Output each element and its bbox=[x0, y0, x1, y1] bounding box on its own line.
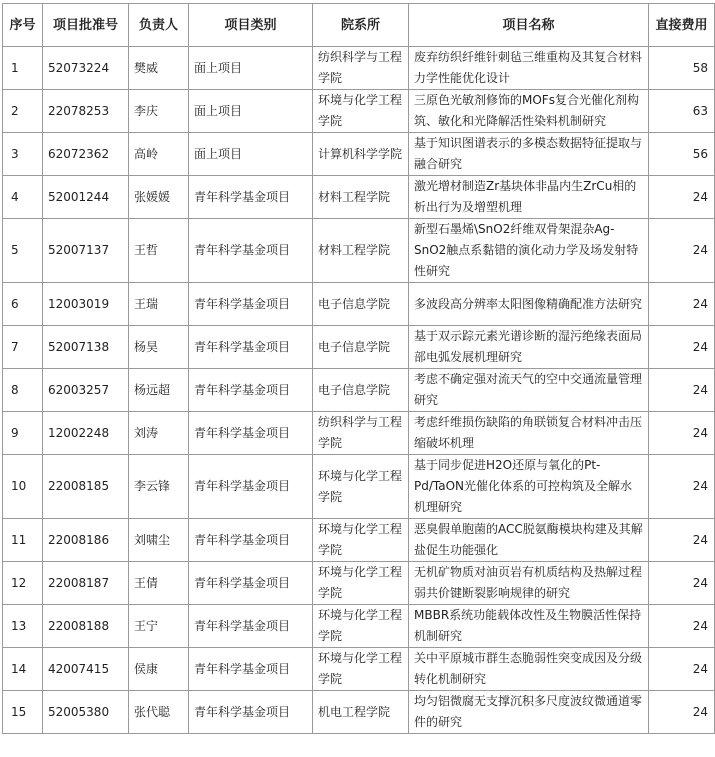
header-approval-number: 项目批准号 bbox=[43, 4, 129, 47]
header-row bbox=[3, 4, 715, 47]
cell-seq: 3 bbox=[3, 133, 43, 176]
cell-direct-cost: 24 bbox=[649, 648, 715, 691]
cell-project-name: 基于同步促进H2O还原与氧化的Pt-Pd/TaON光催化体系的可控构筑及全解水机理研究 bbox=[409, 455, 649, 519]
cell-approval-number: 42007415 bbox=[43, 648, 129, 691]
cell-department: 环境与化学工程学院 bbox=[313, 90, 409, 133]
cell-leader: 侯康 bbox=[129, 648, 189, 691]
table-row bbox=[3, 369, 715, 412]
cell-approval-number: 52073224 bbox=[43, 47, 129, 90]
cell-seq: 12 bbox=[3, 562, 43, 605]
table-row bbox=[3, 90, 715, 133]
cell-leader: 李庆 bbox=[129, 90, 189, 133]
cell-department: 机电工程学院 bbox=[313, 691, 409, 734]
cell-department: 材料工程学院 bbox=[313, 219, 409, 283]
cell-category: 面上项目 bbox=[189, 90, 313, 133]
cell-project-name: MBBR系统功能载体改性及生物膜活性保持机制研究 bbox=[409, 605, 649, 648]
cell-category: 青年科学基金项目 bbox=[189, 519, 313, 562]
table-row bbox=[3, 412, 715, 455]
cell-approval-number: 22008188 bbox=[43, 605, 129, 648]
cell-seq: 14 bbox=[3, 648, 43, 691]
table-row bbox=[3, 562, 715, 605]
cell-approval-number: 12003019 bbox=[43, 283, 129, 326]
cell-department: 环境与化学工程学院 bbox=[313, 455, 409, 519]
cell-direct-cost: 58 bbox=[649, 47, 715, 90]
cell-approval-number: 22078253 bbox=[43, 90, 129, 133]
header-department: 院系所 bbox=[313, 4, 409, 47]
cell-seq: 11 bbox=[3, 519, 43, 562]
cell-direct-cost: 24 bbox=[649, 519, 715, 562]
cell-category: 青年科学基金项目 bbox=[189, 369, 313, 412]
cell-category: 青年科学基金项目 bbox=[189, 412, 313, 455]
cell-category: 青年科学基金项目 bbox=[189, 605, 313, 648]
cell-project-name: 多波段高分辨率太阳图像精确配准方法研究 bbox=[409, 283, 649, 326]
cell-approval-number: 22008186 bbox=[43, 519, 129, 562]
cell-leader: 王瑞 bbox=[129, 283, 189, 326]
cell-seq: 10 bbox=[3, 455, 43, 519]
cell-seq: 6 bbox=[3, 283, 43, 326]
cell-seq: 7 bbox=[3, 326, 43, 369]
cell-department: 电子信息学院 bbox=[313, 369, 409, 412]
cell-department: 纺织科学与工程学院 bbox=[313, 412, 409, 455]
table-row bbox=[3, 648, 715, 691]
table-row bbox=[3, 176, 715, 219]
project-table bbox=[2, 3, 715, 734]
cell-category: 面上项目 bbox=[189, 47, 313, 90]
cell-department: 环境与化学工程学院 bbox=[313, 648, 409, 691]
cell-leader: 王倩 bbox=[129, 562, 189, 605]
cell-department: 纺织科学与工程学院 bbox=[313, 47, 409, 90]
cell-seq: 4 bbox=[3, 176, 43, 219]
cell-leader: 王哲 bbox=[129, 219, 189, 283]
header-category: 项目类别 bbox=[189, 4, 313, 47]
cell-direct-cost: 24 bbox=[649, 562, 715, 605]
cell-project-name: 恶臭假单胞菌的ACC脱氨酶模块构建及其解盐促生功能强化 bbox=[409, 519, 649, 562]
cell-department: 环境与化学工程学院 bbox=[313, 519, 409, 562]
cell-project-name: 三原色光敏剂修饰的MOFs复合光催化剂构筑、敏化和光降解活性染料机制研究 bbox=[409, 90, 649, 133]
cell-direct-cost: 24 bbox=[649, 369, 715, 412]
cell-category: 青年科学基金项目 bbox=[189, 283, 313, 326]
cell-department: 材料工程学院 bbox=[313, 176, 409, 219]
table-row bbox=[3, 219, 715, 283]
cell-seq: 13 bbox=[3, 605, 43, 648]
cell-project-name: 无机矿物质对油页岩有机质结构及热解过程弱共价键断裂影响规律的研究 bbox=[409, 562, 649, 605]
cell-department: 电子信息学院 bbox=[313, 283, 409, 326]
cell-approval-number: 52005380 bbox=[43, 691, 129, 734]
cell-direct-cost: 63 bbox=[649, 90, 715, 133]
cell-project-name: 关中平原城市群生态脆弱性突变成因及分级转化机制研究 bbox=[409, 648, 649, 691]
cell-direct-cost: 24 bbox=[649, 455, 715, 519]
cell-project-name: 激光增材制造Zr基块体非晶内生ZrCu相的析出行为及增塑机理 bbox=[409, 176, 649, 219]
cell-leader: 刘涛 bbox=[129, 412, 189, 455]
header-project-name: 项目名称 bbox=[409, 4, 649, 47]
cell-leader: 刘啸尘 bbox=[129, 519, 189, 562]
cell-approval-number: 52007138 bbox=[43, 326, 129, 369]
cell-approval-number: 62003257 bbox=[43, 369, 129, 412]
table-body bbox=[3, 47, 715, 734]
cell-approval-number: 22008185 bbox=[43, 455, 129, 519]
cell-direct-cost: 24 bbox=[649, 691, 715, 734]
cell-category: 青年科学基金项目 bbox=[189, 326, 313, 369]
cell-department: 环境与化学工程学院 bbox=[313, 562, 409, 605]
cell-direct-cost: 24 bbox=[649, 176, 715, 219]
cell-approval-number: 52001244 bbox=[43, 176, 129, 219]
cell-category: 青年科学基金项目 bbox=[189, 219, 313, 283]
cell-seq: 8 bbox=[3, 369, 43, 412]
cell-department: 环境与化学工程学院 bbox=[313, 605, 409, 648]
cell-category: 青年科学基金项目 bbox=[189, 648, 313, 691]
cell-leader: 杨昊 bbox=[129, 326, 189, 369]
cell-category: 青年科学基金项目 bbox=[189, 176, 313, 219]
cell-approval-number: 22008187 bbox=[43, 562, 129, 605]
cell-leader: 王宁 bbox=[129, 605, 189, 648]
table-row bbox=[3, 519, 715, 562]
cell-project-name: 考虑不确定强对流天气的空中交通流量管理研究 bbox=[409, 369, 649, 412]
cell-project-name: 新型石墨烯\SnO2纤维双骨架混杂Ag-SnO2触点系黏错的演化动力学及场发射特性研究 bbox=[409, 219, 649, 283]
cell-project-name: 考虑纤维损伤缺陷的角联锁复合材料冲击压缩破坏机理 bbox=[409, 412, 649, 455]
cell-category: 青年科学基金项目 bbox=[189, 455, 313, 519]
cell-project-name: 废弃纺织纤维针刺毡三维重构及其复合材料力学性能优化设计 bbox=[409, 47, 649, 90]
table-row bbox=[3, 47, 715, 90]
cell-leader: 高岭 bbox=[129, 133, 189, 176]
cell-direct-cost: 24 bbox=[649, 412, 715, 455]
cell-direct-cost: 24 bbox=[649, 283, 715, 326]
cell-approval-number: 62072362 bbox=[43, 133, 129, 176]
cell-approval-number: 12002248 bbox=[43, 412, 129, 455]
cell-direct-cost: 24 bbox=[649, 605, 715, 648]
cell-seq: 9 bbox=[3, 412, 43, 455]
table-row bbox=[3, 691, 715, 734]
cell-leader: 杨远超 bbox=[129, 369, 189, 412]
cell-department: 计算机科学学院 bbox=[313, 133, 409, 176]
header-seq: 序号 bbox=[3, 4, 43, 47]
table-row bbox=[3, 133, 715, 176]
cell-leader: 张媛媛 bbox=[129, 176, 189, 219]
cell-seq: 1 bbox=[3, 47, 43, 90]
cell-seq: 15 bbox=[3, 691, 43, 734]
cell-direct-cost: 24 bbox=[649, 219, 715, 283]
table-row bbox=[3, 326, 715, 369]
cell-approval-number: 52007137 bbox=[43, 219, 129, 283]
cell-project-name: 基于双示踪元素光谱诊断的湿污绝缘表面局部电弧发展机理研究 bbox=[409, 326, 649, 369]
cell-category: 青年科学基金项目 bbox=[189, 691, 313, 734]
cell-category: 面上项目 bbox=[189, 133, 313, 176]
cell-leader: 樊威 bbox=[129, 47, 189, 90]
table-row bbox=[3, 605, 715, 648]
cell-seq: 5 bbox=[3, 219, 43, 283]
cell-leader: 张代聪 bbox=[129, 691, 189, 734]
table-row bbox=[3, 283, 715, 326]
cell-category: 青年科学基金项目 bbox=[189, 562, 313, 605]
table-row bbox=[3, 455, 715, 519]
cell-seq: 2 bbox=[3, 90, 43, 133]
cell-project-name: 基于知识图谱表示的多模态数据特征提取与融合研究 bbox=[409, 133, 649, 176]
cell-project-name: 均匀铝微腐无支撑沉积多尺度波纹微通道零件的研究 bbox=[409, 691, 649, 734]
cell-department: 电子信息学院 bbox=[313, 326, 409, 369]
cell-leader: 李云锋 bbox=[129, 455, 189, 519]
cell-direct-cost: 56 bbox=[649, 133, 715, 176]
header-direct-cost: 直接费用 bbox=[649, 4, 715, 47]
cell-direct-cost: 24 bbox=[649, 326, 715, 369]
header-leader: 负责人 bbox=[129, 4, 189, 47]
